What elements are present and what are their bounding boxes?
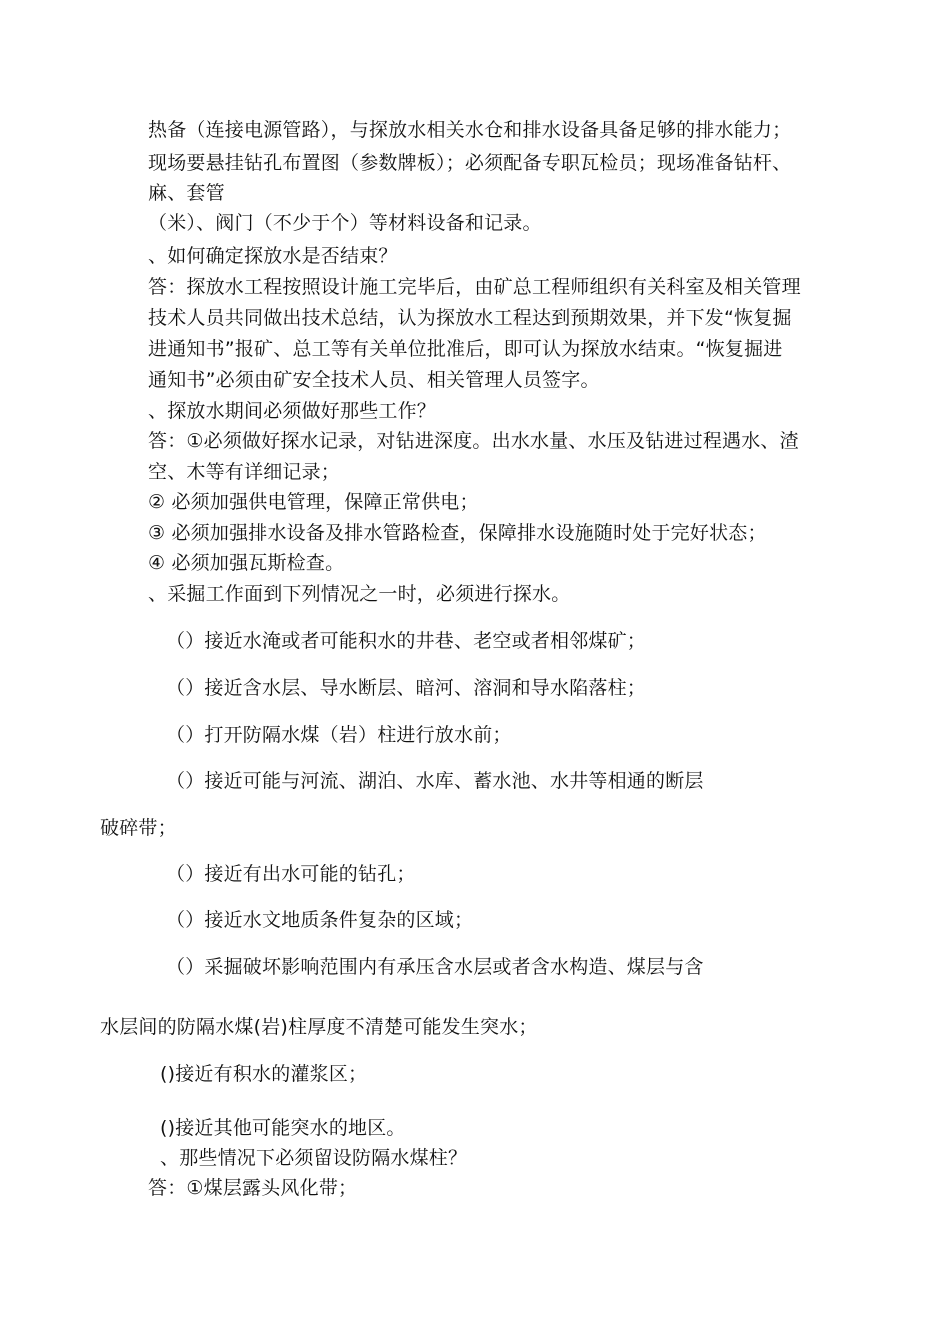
list-item: ()接近有积水的灌浆区； — [160, 1063, 368, 1085]
list-item-continuation: 水层间的防隔水煤(岩)柱厚度不清楚可能发生突水； — [100, 1016, 538, 1038]
text-line: 通知书”必须由矿安全技术人员、相关管理人员签字。 — [148, 369, 600, 391]
list-item-continuation: 破碎带； — [100, 817, 177, 839]
text-line: 答：①煤层露头风化带； — [148, 1177, 358, 1199]
list-item: （）打开防隔水煤（岩）柱进行放水前； — [166, 724, 512, 746]
list-item: （）接近含水层、导水断层、暗河、溶洞和导水陷落柱； — [166, 677, 647, 699]
text-line: （米）、阀门（不少于个）等材料设备和记录。 — [148, 212, 542, 234]
section-heading: 、采掘工作面到下列情况之一时，必须进行探水。 — [148, 583, 571, 605]
section-heading: 、如何确定探放水是否结束？ — [148, 245, 398, 267]
text-line: ④ 必须加强瓦斯检查。 — [148, 552, 345, 574]
list-item: （）接近水淹或者可能积水的井巷、老空或者相邻煤矿； — [166, 630, 647, 652]
section-heading: 、那些情况下必须留设防隔水煤柱？ — [160, 1147, 468, 1169]
text-line: ② 必须加强供电管理，保障正常供电； — [148, 491, 479, 513]
list-item: ()接近其他可能突水的地区。 — [160, 1117, 406, 1139]
text-line: 技术人员共同做出技术总结，认为探放水工程达到预期效果，并下发“恢复掘 — [148, 307, 792, 329]
text-line: 进通知书”报矿、总工等有关单位批准后，即可认为探放水结束。“恢复掘进 — [148, 338, 783, 360]
text-line: ③ 必须加强排水设备及排水管路检查，保障排水设施随时处于完好状态； — [148, 522, 767, 544]
text-line: 空、木等有详细记录； — [148, 461, 341, 483]
section-heading: 、探放水期间必须做好那些工作？ — [148, 400, 437, 422]
list-item: （）接近有出水可能的钻孔； — [166, 863, 416, 885]
text-line: 答：探放水工程按照设计施工完毕后，由矿总工程师组织有关科室及相关管理 — [148, 276, 801, 298]
list-item: （）接近水文地质条件复杂的区域； — [166, 909, 474, 931]
list-item: （）采掘破坏影响范围内有承压含水层或者含水构造、煤层与含 — [166, 956, 704, 978]
text-line: 答：①必须做好探水记录，对钻进深度。出水水量、水压及钻进过程遇水、渣 — [148, 430, 799, 452]
text-line: 麻、套管 — [148, 182, 225, 204]
text-line: 现场要悬挂钻孔布置图（参数牌板）；必须配备专职瓦检员；现场准备钻杆、 — [148, 152, 792, 174]
text-line: 热备（连接电源管路），与探放水相关水仓和排水设备具备足够的排水能力； — [148, 119, 792, 141]
list-item: （）接近可能与河流、湖泊、水库、蓄水池、水井等相通的断层 — [166, 770, 704, 792]
